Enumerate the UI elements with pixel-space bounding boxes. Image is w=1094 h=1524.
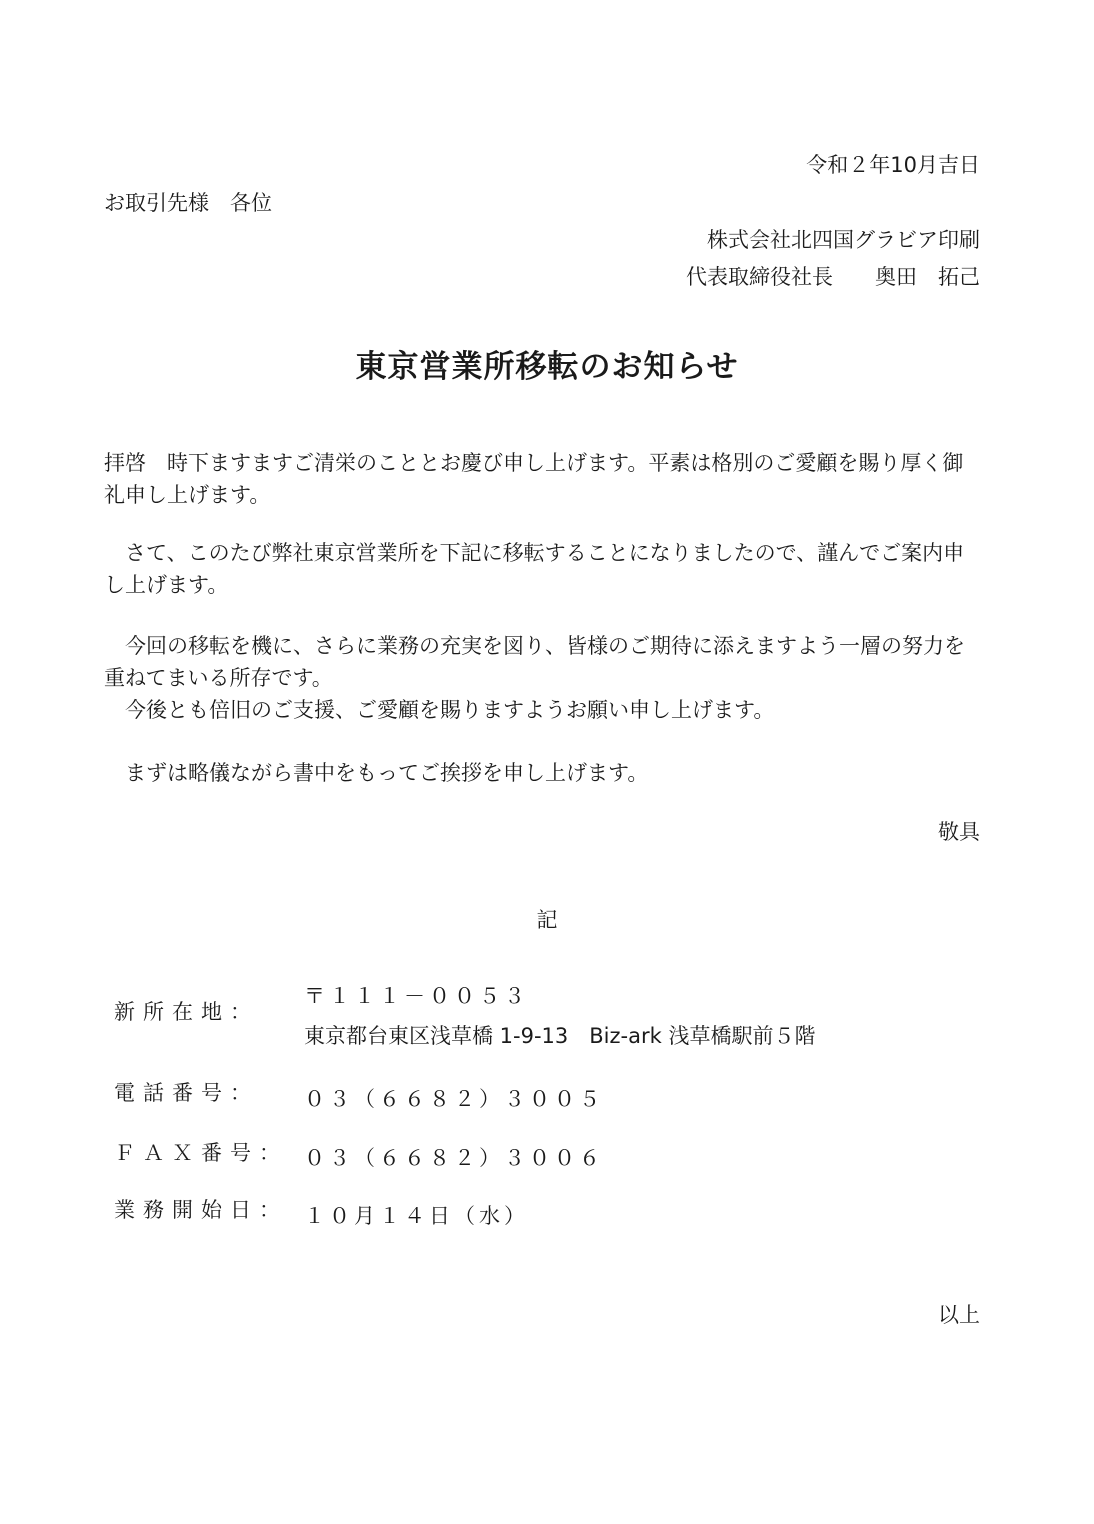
- address-label: 新所在地：: [114, 1000, 259, 1024]
- postal-code: 〒１１１－００５３: [304, 984, 529, 1008]
- fax-value: ０３（６６８２）３００６: [304, 1146, 604, 1170]
- document-title: 東京営業所移転のお知らせ: [355, 349, 739, 385]
- closing-keigu: 敬具: [938, 820, 980, 844]
- fax-label: ＦＡＸ番号：: [114, 1141, 288, 1165]
- start-date-value: １０月１４日（水）: [304, 1204, 529, 1228]
- body-paragraph-commitment: 今回の移転を機に、さらに業務の充実を図り、皆様のご期待に添えますよう一層の努力を重ねてまいる所存です。: [104, 634, 965, 690]
- recipient-line: お取引先様 各位: [104, 191, 272, 215]
- body-paragraph-request: 今後とも倍旧のご支援、ご愛顧を賜りますようお願い申し上げます。: [104, 698, 775, 722]
- phone-value: ０３（６６８２）３００５: [304, 1087, 604, 1111]
- start-date-label: 業務開始日：: [114, 1198, 288, 1222]
- details-heading: 記: [536, 908, 558, 932]
- phone-label: 電話番号：: [114, 1081, 259, 1105]
- body-paragraph-greeting: 拝啓 時下ますますご清栄のこととお慶び申し上げます。平素は格別のご愛顧を賜り厚く御礼申し上げます。: [104, 451, 964, 507]
- sender-company: 株式会社北四国グラビア印刷: [707, 228, 980, 252]
- closing-ijou: 以上: [938, 1303, 980, 1327]
- sender-representative: 代表取締役社長 奥田 拓己: [686, 265, 980, 289]
- body-paragraph-announcement: さて、このたび弊社東京営業所を下記に移転することになりましたので、謹んでご案内申し上げます。: [104, 541, 965, 597]
- letter-date: 令和２年10月吉日: [806, 153, 980, 177]
- address-value: 東京都台東区浅草橋 1-9-13 Biz-ark 浅草橋駅前５階: [304, 1024, 816, 1048]
- body-paragraph-closing-remark: まずは略儀ながら書中をもってご挨拶を申し上げます。: [104, 761, 649, 785]
